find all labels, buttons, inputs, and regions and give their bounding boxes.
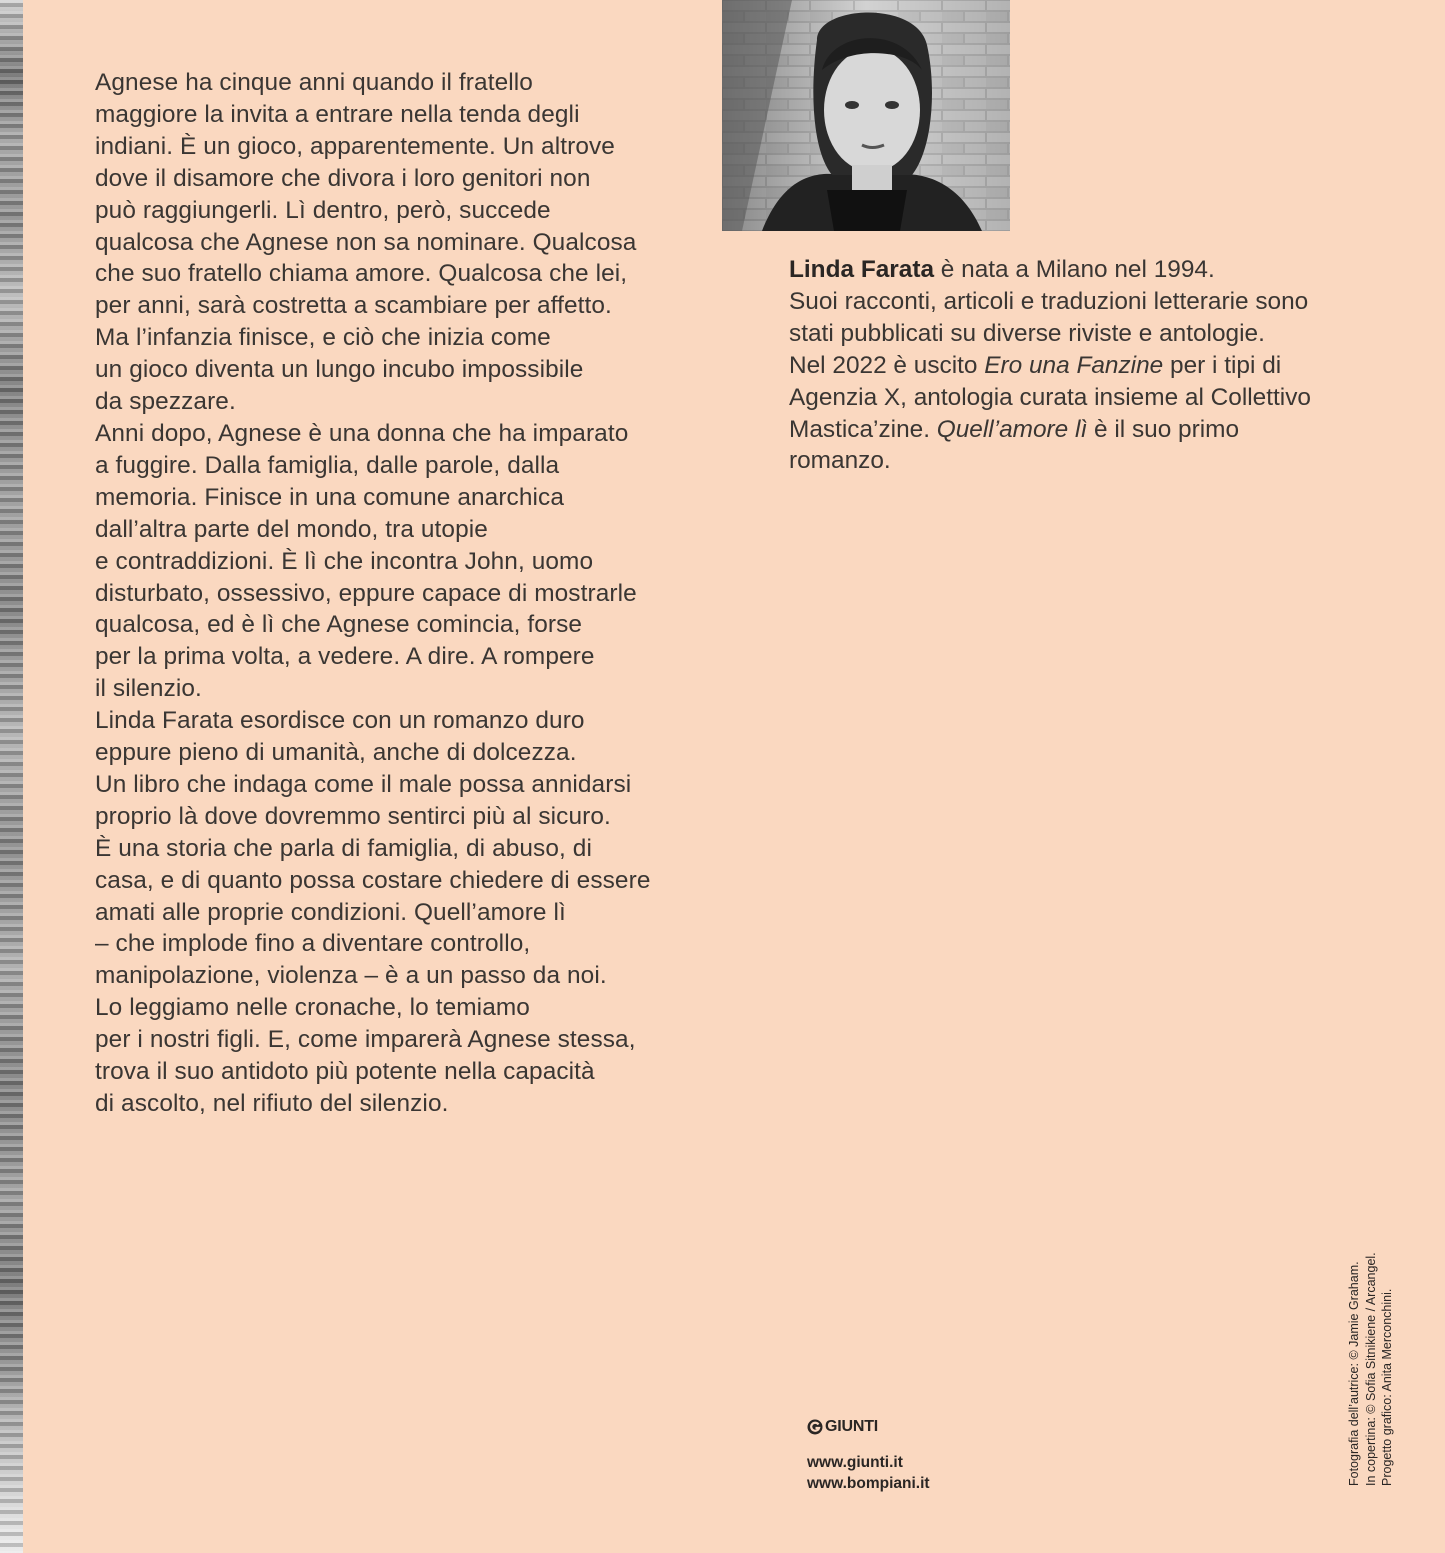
- blurb-line: dall’altra parte del mondo, tra utopie: [95, 515, 488, 543]
- bio-text: è nata a Milano nel 1994.: [934, 256, 1215, 283]
- blurb-line: qualcosa, ed è lì che Agnese comincia, forse: [95, 611, 583, 639]
- publisher-logo: [807, 1416, 930, 1438]
- bio-text: Suoi racconti, articoli e traduzioni letterarie sono: [789, 287, 1309, 315]
- author-portrait-image: [722, 0, 1010, 231]
- bio-text: è il suo primo: [1087, 415, 1240, 443]
- bio-text: stati pubblicati su diverse riviste e antologie.: [789, 319, 1265, 347]
- author-name: Linda Farata: [789, 256, 935, 283]
- blurb-line: eppure pieno di umanità, anche di dolcezza.: [95, 739, 577, 767]
- blurb-line: disturbato, ossessivo, eppure capace di mostrarle: [95, 579, 637, 607]
- book-title: Ero una Fanzine: [984, 351, 1164, 379]
- blurb-line: per anni, sarà costretta a scambiare per affetto.: [95, 292, 612, 320]
- blurb-line: da spezzare.: [95, 388, 236, 416]
- image-credits: [1346, 1252, 1396, 1486]
- bio-text: romanzo.: [789, 447, 891, 475]
- blurb-line: per i nostri figli. E, come imparerà Agnese stessa,: [95, 1026, 636, 1054]
- blurb-line: È una storia che parla di famiglia, di abuso, di: [95, 834, 592, 862]
- bio-text: Mastica’zine.: [789, 415, 937, 443]
- blurb-line: Ma l’infanzia finisce, e ciò che inizia come: [95, 324, 551, 352]
- blurb-line: trova il suo antidoto più potente nella capacità: [95, 1058, 595, 1086]
- book-title: Quell’amore lì: [936, 415, 1088, 443]
- blurb-line: di ascolto, nel rifiuto del silenzio.: [95, 1090, 449, 1117]
- credit-line: Progetto grafico: Anita Merconchini.: [1380, 1288, 1394, 1486]
- publisher-logo-text: GIUNTI: [825, 1418, 879, 1435]
- blurb-line: Agnese ha cinque anni quando il fratello: [95, 69, 533, 96]
- blurb-line: Lo leggiamo nelle cronache, lo temiamo: [95, 994, 530, 1022]
- giunti-website-link[interactable]: www.giunti.it: [807, 1454, 903, 1471]
- bio-text: Agenzia X, antologia curata insieme al Collettivo: [789, 383, 1311, 411]
- bompiani-website-link[interactable]: www.bompiani.it: [807, 1475, 930, 1492]
- blurb-line: Un libro che indaga come il male possa annidarsi: [95, 770, 632, 798]
- publisher-block: [807, 1416, 930, 1494]
- blurb-line: dove il disamore che divora i loro genitori non: [95, 164, 591, 192]
- book-blurb: [95, 67, 665, 1120]
- blurb-line: – che implode fino a diventare controllo,: [95, 930, 531, 958]
- blurb-line: può raggiungerli. Lì dentro, però, succede: [95, 196, 551, 224]
- credit-line: In copertina: © Sofia Sitnikiene / Arcangel.: [1363, 1252, 1378, 1486]
- blurb-line: per la prima volta, a vedere. A dire. A rompere: [95, 643, 595, 671]
- blurb-line: il silenzio.: [95, 675, 202, 703]
- bio-text: per i tipi di: [1163, 351, 1282, 379]
- blurb-line: casa, e di quanto possa costare chiedere di essere: [95, 866, 651, 894]
- credit-line: Fotografia dell’autrice: © Jamie Graham.: [1347, 1261, 1361, 1486]
- author-bio: [789, 254, 1389, 477]
- blurb-line: e contraddizioni. È lì che incontra John, uomo: [95, 547, 594, 575]
- blurb-line: Linda Farata esordisce con un romanzo duro: [95, 707, 585, 735]
- blurb-line: amati alle proprie condizioni. Quell’amore lì: [95, 898, 566, 926]
- blurb-line: manipolazione, violenza – è a un passo da noi.: [95, 962, 607, 990]
- blurb-line: maggiore la invita a entrare nella tenda degli: [95, 100, 580, 128]
- blurb-line: che suo fratello chiama amore. Qualcosa che lei,: [95, 260, 628, 288]
- cover-edge-photo-strip: [0, 0, 23, 1553]
- bio-text: Nel 2022 è uscito: [789, 351, 985, 379]
- blurb-line: indiani. È un gioco, apparentemente. Un altrove: [95, 132, 615, 160]
- blurb-line: proprio là dove dovremmo sentirci più al sicuro.: [95, 802, 611, 830]
- giunti-logo-icon: [807, 1419, 823, 1435]
- blurb-line: a fuggire. Dalla famiglia, dalle parole, dalla: [95, 451, 560, 479]
- blurb-line: Anni dopo, Agnese è una donna che ha imparato: [95, 419, 629, 447]
- author-photo: [722, 0, 1010, 231]
- blurb-line: qualcosa che Agnese non sa nominare. Qualcosa: [95, 228, 637, 256]
- blurb-line: memoria. Finisce in una comune anarchica: [95, 483, 564, 511]
- blurb-line: un gioco diventa un lungo incubo impossibile: [95, 356, 584, 384]
